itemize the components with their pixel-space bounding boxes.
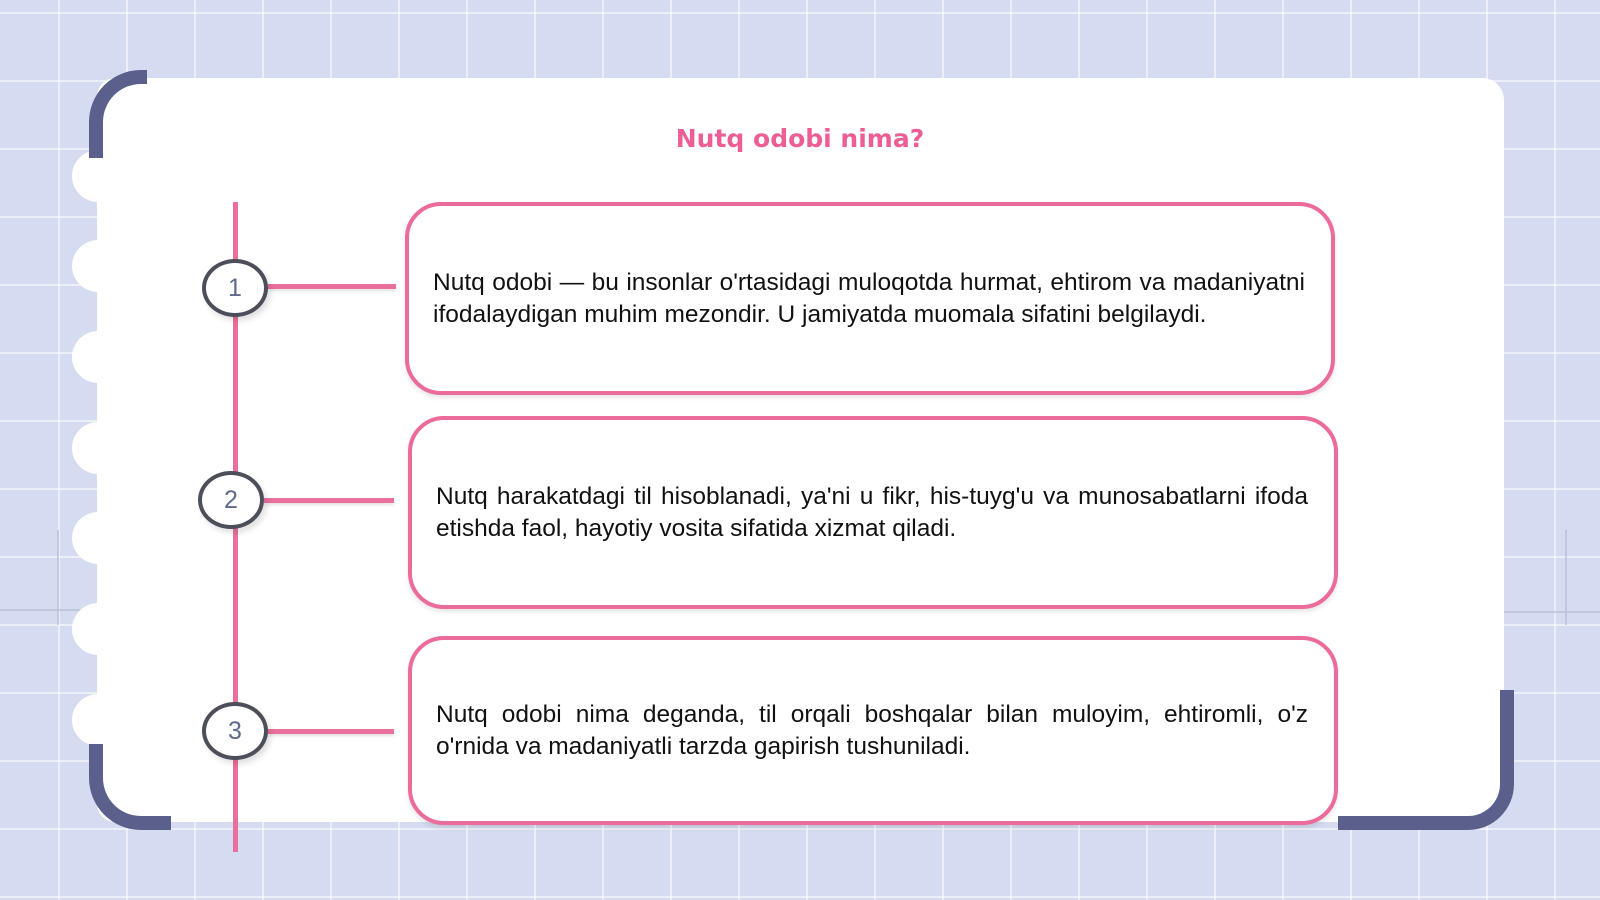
timeline-item-box-1 [405, 202, 1335, 395]
timeline-node-2: 2 [198, 471, 264, 529]
timeline-node-1: 1 [202, 259, 268, 317]
corner-bracket-bottom-left [89, 744, 171, 830]
slide-title: Nutq odobi nima? [675, 124, 925, 153]
timeline-connector-1 [268, 284, 396, 289]
timeline-connector-3 [268, 729, 394, 734]
corner-bracket-bottom-right [1338, 690, 1514, 830]
timeline-item-box-2 [408, 416, 1338, 609]
timeline-item-text-1: Nutq odobi — bu insonlar o'rtasidagi muloqotda hurmat, ehtirom va madaniyatni ifodalaydigan muhim mezondir. U jamiyatda muomala sifatini belgilaydi. [433, 268, 1305, 328]
timeline-connector-2 [264, 498, 394, 503]
timeline-item-text-2: Nutq harakatdagi til hisoblanadi, ya'ni u fikr, his-tuyg'u va munosabatlarni ifoda etishda faol, hayotiy vosita sifatida xizmat qiladi. [436, 482, 1308, 542]
timeline-node-3: 3 [202, 702, 268, 760]
timeline-item-box-3 [408, 636, 1338, 825]
corner-bracket-top-left [89, 70, 147, 158]
timeline-item-text-3: Nutq odobi nima deganda, til orqali boshqalar bilan muloyim, ehtiromli, o'z o'rnida va madaniyatli tarzda gapirish tushuniladi. [436, 700, 1308, 760]
